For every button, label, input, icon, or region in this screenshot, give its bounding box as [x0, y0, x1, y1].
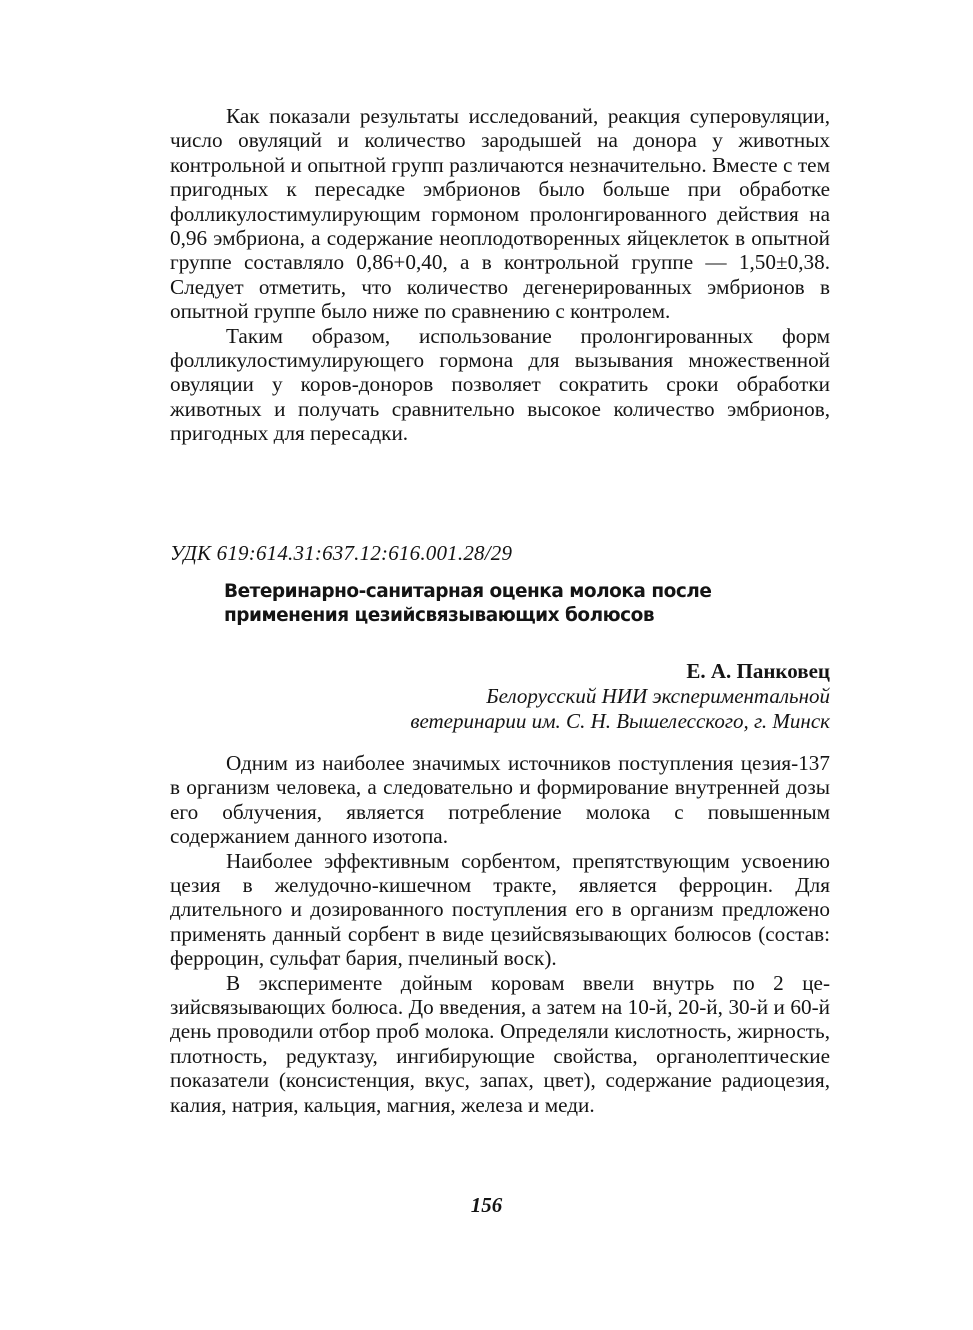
- top-text-block: [170, 104, 830, 446]
- article-author: Е. А. Панковец: [686, 659, 830, 683]
- paragraph-experiment: В эксперименте дойным коровам ввели внутрь по 2 цезийсвязывающих болюса. До введения, а затем на 10-й, 20-й, 30-й и 60-й день проводили отбор проб молока. Определяли кислотность, жирность, плотность, редуктазу, ингибирующие свойства, органолептические показатели (консистенция, вкус, запах, цвет), содержание радиоцезия, калия, натрия, кальция, магния, железа и меди.: [170, 970, 830, 1117]
- paragraph-intro: Одним из наиболее значимых источников поступления цезия-137 в организм человека, а следовательно и формирование внутренней дозы его облучения, является потребление молока с повышенным содержанием данного изотопа.: [170, 751, 830, 849]
- paragraph-sorbent: Наиболее эффективным сорбентом, препятствующим усвоению цезия в желудочно-кишечном тракте, является ферроцин. Для длительного и дозированного поступления его в организм предложено применять данный сорбент в виде цезийсвязывающих болюсов (состав: ферроцин, сульфат бария, пчелиный воск).: [170, 848, 830, 971]
- article-title: Ветеринарно-санитарная оценка молока после применения цезийсвязывающих болюсов: [224, 581, 712, 626]
- paragraph-results: Как показали результаты исследований, реакция суперовуляции, число овуляций и количество зародышей на донора у животных контрольной и опытной групп различаются незначительно. Вместе с тем пригодных к пересадке эмбрионов было больше при обработке фолликулостимулирующим гормоном пролонгированного действия на 0,96 эмбриона, а содержание неоплодотворенных яйцеклеток в опытной группе составляло 0,86+0,40, а в контрольной группе — 1,50±0,38. Следует отметить, что количество дегенерированных эмбрионов в опытной группе было ниже по сравнению с контролем.: [170, 104, 830, 324]
- udk-code: УДК 619:614.31:637.12:616.001.28/29: [170, 541, 513, 565]
- author-affiliation: [410, 684, 830, 733]
- affiliation-line-2: ветеринарии им. С. Н. Вышелесского, г. Минск: [410, 708, 830, 733]
- page-number: 156: [470, 1193, 503, 1217]
- affiliation-line-1: Белорусский НИИ экспериментальной: [486, 684, 830, 708]
- article-body: [170, 751, 830, 1117]
- paragraph-conclusion: Таким образом, использование пролонгированных форм фолликулостимулирующего гормона для вызывания множественной овуляции у коров-доноров позволяет сократить сроки обработки животных и получать сравнительно высокое количество эмбрионов, пригодных для пересадки.: [170, 323, 830, 446]
